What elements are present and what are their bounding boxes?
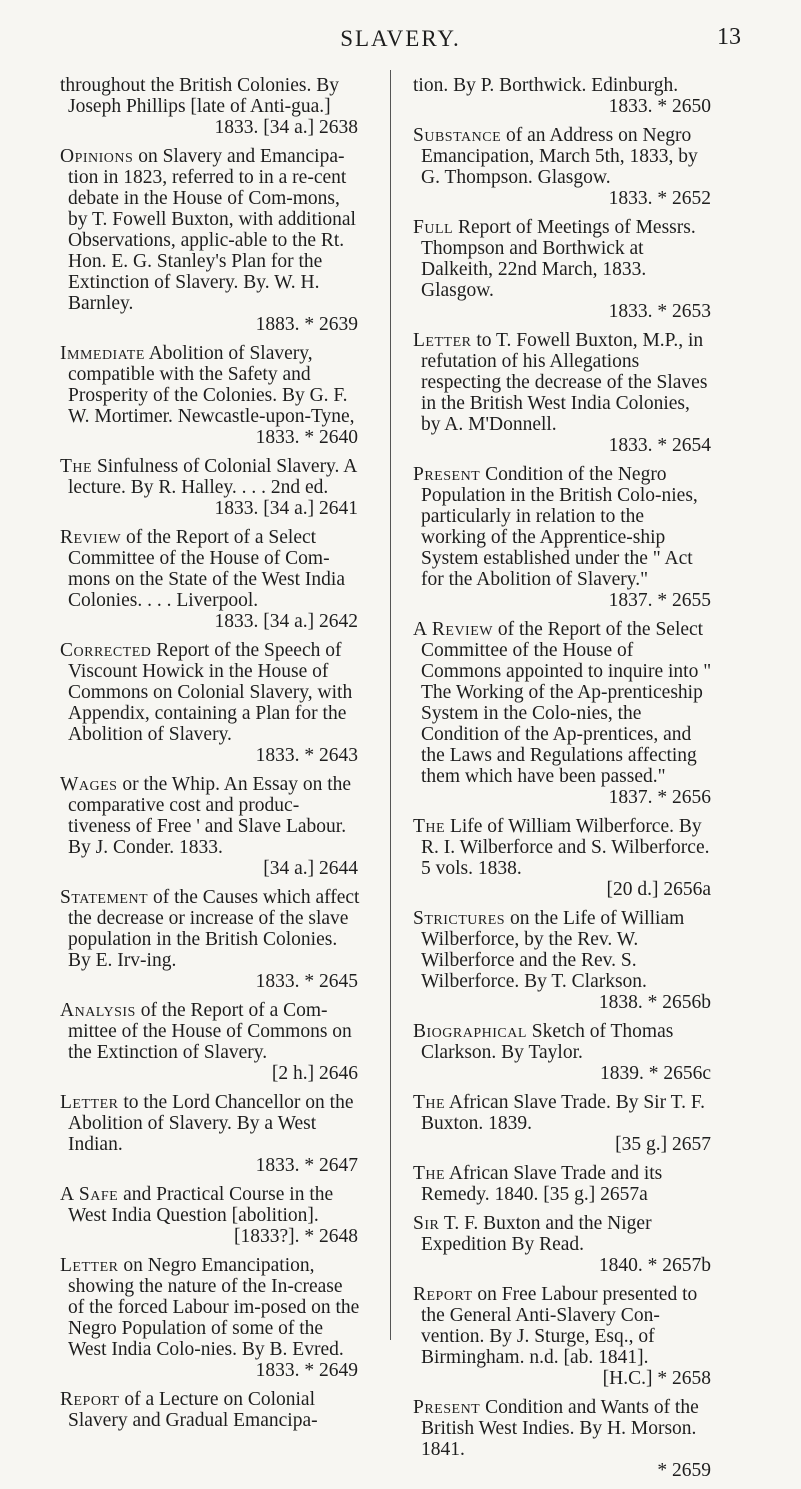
entry-lead-word: Present	[413, 1397, 481, 1418]
page-header	[0, 18, 801, 58]
entry-text: on Free Labour presented to the General Anti-Slavery Con-vention. By J. Sturge, Esq., of Birmingham. n.d. [ab. 1841].	[421, 1284, 698, 1368]
catalog-entry	[413, 464, 713, 611]
entry-date-and-number: 1833. * 2640	[255, 427, 358, 448]
entry-text: to the Lord Chancellor on the Abolition of Slavery. By a West Indian.	[68, 1092, 354, 1155]
entry-text: of the Report of a Com-mittee of the House of Commons on the Extinction of Slavery.	[68, 1000, 352, 1063]
entry-text: Condition of the Negro Population in the British Colo-nies, particularly in relation to the working of the Apprentice-ship System established under the " Act for the Abolition of Slavery."	[421, 464, 698, 590]
entry-text: African Slave Trade. By Sir T. F. Buxton. 1839.	[421, 1092, 705, 1134]
catalog-entry	[60, 1000, 360, 1084]
catalog-entry	[413, 125, 713, 209]
entry-text: and Practical Course in the West India Question [abolition].	[68, 1184, 334, 1226]
entry-text: Abolition of Slavery, compatible with the Safety and Prosperity of the Colonies. By G. F. W. Mortimer. Newcastle-upon-Tyne,	[68, 343, 355, 427]
entry-date-and-number: 1833. [34 a.] 2638	[214, 117, 358, 138]
column-divider	[390, 70, 391, 1340]
entry-date-and-number: 1838. * 2656b	[598, 992, 711, 1013]
entry-lead-word: Opinions	[60, 146, 134, 167]
entry-text: Life of William Wilberforce. By R. I. Wilberforce and S. Wilberforce. 5 vols. 1838.	[421, 816, 710, 879]
entry-lead-word: The	[413, 816, 446, 837]
entry-text: to T. Fowell Buxton, M.P., in refutation of his Allegations respecting the decrease of the Slaves in the British West India Colonies, by A. M'Donnell.	[421, 330, 708, 435]
entry-lead-word: Letter	[413, 330, 472, 351]
entry-lead-word: Biographical	[413, 1021, 527, 1042]
catalog-entry	[413, 1284, 713, 1389]
entry-date-and-number: 1833. * 2647	[255, 1155, 358, 1176]
entry-date-and-number: 1883. * 2639	[255, 314, 358, 335]
entry-lead-word: A Safe	[60, 1184, 119, 1205]
entry-date-and-number: [1833?]. * 2648	[233, 1226, 358, 1247]
catalog-entry	[413, 75, 713, 117]
catalog-entry	[413, 1092, 713, 1155]
catalog-entry	[60, 146, 360, 335]
entry-lead-word: Sir	[413, 1213, 440, 1234]
catalog-entry	[413, 619, 713, 808]
entry-lead-word: Report	[60, 1389, 120, 1410]
entry-lead-word: Substance	[413, 125, 502, 146]
entry-lead-word: Full	[413, 217, 454, 238]
catalog-entry	[60, 75, 360, 138]
catalog-entry	[60, 1255, 360, 1381]
entry-text: of the Report of a Select Committee of the House of Com-mons on the State of the West India Colonies. . . . Liverpool.	[68, 527, 345, 611]
entry-date-and-number: [H.C.] * 2658	[602, 1368, 711, 1389]
entry-lead-word: The	[413, 1092, 446, 1113]
entry-lead-word: Letter	[60, 1092, 119, 1113]
entry-date-and-number: 1833. * 2645	[255, 971, 358, 992]
catalog-entry	[60, 456, 360, 519]
catalog-entry	[60, 527, 360, 632]
catalog-entry	[413, 1021, 713, 1084]
entry-lead-word: Present	[413, 464, 481, 485]
entry-date-and-number: 1833. * 2649	[255, 1360, 358, 1381]
entry-date-and-number: 1833. * 2650	[608, 96, 711, 117]
entry-text: of a Lecture on Colonial Slavery and Gradual Emancipa-	[68, 1389, 318, 1431]
entry-date-and-number: 1833. [34 a.] 2642	[214, 611, 358, 632]
entry-text: Report of Meetings of Messrs. Thompson and Borthwick at Dalkeith, 22nd March, 1833. Glasgow.	[421, 217, 696, 301]
entry-date-and-number: 1839. * 2656c	[599, 1063, 711, 1084]
catalog-entry	[60, 887, 360, 992]
entry-lead-word: Letter	[60, 1255, 119, 1276]
entry-date-and-number: 1833. * 2653	[608, 301, 711, 322]
catalog-entry	[60, 343, 360, 448]
right-column	[413, 75, 713, 1489]
entry-text: African Slave Trade and its Remedy. 1840. [35 g.] 2657a	[421, 1163, 663, 1205]
entry-lead-word: Report	[413, 1284, 473, 1305]
entry-lead-word: The	[60, 456, 93, 477]
entry-date-and-number: 1840. * 2657b	[598, 1255, 711, 1276]
entry-lead-word: Statement	[60, 887, 149, 908]
entry-text: Sketch of Thomas Clarkson. By Taylor.	[421, 1021, 674, 1063]
entry-lead-word: The	[413, 1163, 446, 1184]
entry-text: of the Report of the Select Committee of the House of Commons appointed to inquire into " The Working of the Ap-prenticeship System in the Colo-nies, the Condition of the Ap-prentices, and the Laws and Regulations affecting them which have been passed."	[421, 619, 712, 787]
entry-text: or the Whip. An Essay on the comparative cost and produc-tiveness of Free ' and Slave Labour. By J. Conder. 1833.	[68, 774, 352, 858]
catalog-entry	[60, 640, 360, 766]
entry-text: of the Causes which affect the decrease or increase of the slave population in the British Colonies. By E. Irv-ing.	[68, 887, 360, 971]
entry-text: on Slavery and Emancipa-tion in 1823, referred to in a re-cent debate in the House of Com-mons, by T. Fowell Buxton, with additional Observations, applic-able to the Rt. Hon. E. G. Stanley's Plan for the Extinction of Slavery. By. W. H. Barnley.	[68, 146, 356, 314]
entry-date-and-number: 1837. * 2655	[608, 590, 711, 611]
entry-text: Sinfulness of Colonial Slavery. A lecture. By R. Halley. . . . 2nd ed.	[68, 456, 357, 498]
catalog-entry	[413, 1213, 713, 1276]
entry-text: tion. By P. Borthwick. Edinburgh.	[413, 75, 679, 96]
page-number: 13	[717, 24, 741, 50]
entry-text: on Negro Emancipation, showing the nature of the In-crease of the forced Labour im-posed on the Negro Population of some of the West India Colo-nies. By B. Evred.	[68, 1255, 360, 1360]
entry-text: on the Life of William Wilberforce, by the Rev. W. Wilberforce and the Rev. S. Wilberforce. By T. Clarkson.	[421, 908, 685, 992]
entry-text: throughout the British Colonies. By Joseph Phillips [late of Anti-gua.]	[60, 75, 339, 117]
entry-lead-word: Corrected	[60, 640, 152, 661]
left-column	[60, 75, 360, 1439]
entry-date-and-number: [20 d.] 2656a	[606, 879, 711, 900]
entry-lead-word: Review	[60, 527, 122, 548]
entry-text: Report of the Speech of Viscount Howick in the House of Commons on Colonial Slavery, with Appendix, containing a Plan for the Abolition of Slavery.	[68, 640, 353, 745]
running-head: SLAVERY.	[340, 26, 461, 51]
catalog-entry	[413, 816, 713, 900]
entry-text: of an Address on Negro Emancipation, March 5th, 1833, by G. Thompson. Glasgow.	[421, 125, 698, 188]
entry-date-and-number: 1833. * 2652	[608, 188, 711, 209]
entry-date-and-number: [34 a.] 2644	[263, 858, 358, 879]
entry-date-and-number: [2 h.] 2646	[271, 1063, 358, 1084]
entry-date-and-number: 1837. * 2656	[608, 787, 711, 808]
entry-date-and-number: 1833. * 2654	[608, 435, 711, 456]
entry-lead-word: Strictures	[413, 908, 506, 929]
entry-date-and-number: * 2659	[657, 1460, 711, 1481]
catalog-entry	[60, 1389, 360, 1431]
entry-text: Condition and Wants of the British West Indies. By H. Morson. 1841.	[421, 1397, 699, 1460]
catalog-entry	[60, 774, 360, 879]
entry-date-and-number: [35 g.] 2657	[615, 1134, 711, 1155]
catalog-entry	[413, 1163, 713, 1205]
catalog-entry	[413, 908, 713, 1013]
entry-lead-word: Immediate	[60, 343, 145, 364]
catalog-entry	[60, 1092, 360, 1176]
entry-lead-word: Analysis	[60, 1000, 136, 1021]
catalog-entry	[413, 1397, 713, 1481]
entry-lead-word: A Review	[413, 619, 493, 640]
entry-date-and-number: 1833. * 2643	[255, 745, 358, 766]
catalog-entry	[413, 330, 713, 456]
catalog-entry	[60, 1184, 360, 1247]
entry-text: T. F. Buxton and the Niger Expedition By Read.	[421, 1213, 652, 1255]
entry-lead-word: Wages	[60, 774, 118, 795]
entry-date-and-number: 1833. [34 a.] 2641	[214, 498, 358, 519]
catalog-entry	[413, 217, 713, 322]
